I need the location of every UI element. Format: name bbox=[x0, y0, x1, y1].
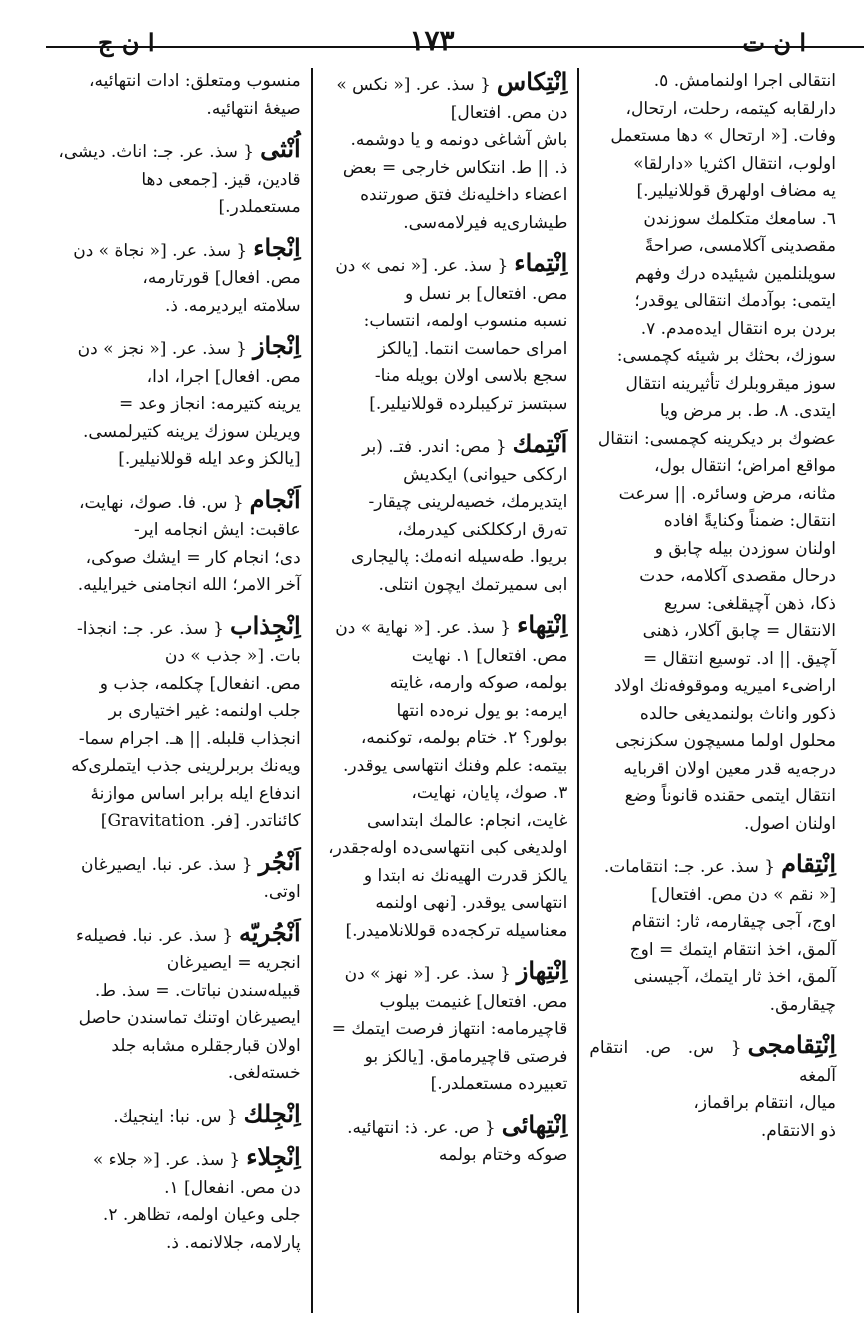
entry-line: اوج، آجی چیقارمه، ثار: انتقام bbox=[631, 912, 836, 932]
entry-headword: اِنْتِهائی bbox=[501, 1109, 568, 1139]
entry-line: عضوك بر دیکرینه کچمسی: انتقال bbox=[597, 428, 836, 449]
dictionary-entry bbox=[323, 430, 568, 599]
dictionary-entry bbox=[56, 919, 301, 1088]
entry-line: آخر الامر؛ الله انجامنی خیرایلیه. bbox=[77, 575, 301, 595]
entry-line: ایتدیرمك، خصیه‌لرینی چیقار- bbox=[368, 492, 568, 512]
entry-line: بیتمه: علم وفنك انتهاسی یوقدر. bbox=[342, 755, 568, 776]
entry-line: اراضیء امیریه وموقوفه‌نك اولاد bbox=[613, 676, 836, 696]
entry-line: { سذ. عر. [« نجز » دن bbox=[77, 339, 247, 359]
entry-line: { س. فا. صوك، نهایت، bbox=[79, 492, 244, 513]
entry-line: { سذ. عر. [« جلاء » bbox=[92, 1150, 241, 1170]
entry-line: دارلقابه کیتمه، رحلت، ارتحال، bbox=[625, 98, 836, 119]
dictionary-entry bbox=[56, 612, 301, 836]
entry-line: بولور؟ ٢. ختام بولمه، توکنمه، bbox=[360, 728, 568, 748]
entry-line: ابی سمیرتمك ایچون انتلی. bbox=[378, 574, 568, 595]
entry-headword: اِنْجاز bbox=[252, 331, 301, 360]
entry-line: ارککی حیوانی) ایکدیش bbox=[403, 464, 568, 485]
dictionary-entry bbox=[589, 850, 836, 1019]
entry-line: منسوب ومتعلق: ادات انتهائیه، bbox=[89, 71, 301, 91]
dictionary-entry bbox=[56, 848, 301, 907]
entry-line: انتقال ایتمی حقنده قانوناً وضع bbox=[624, 786, 836, 806]
entry-line: اولنان اصول. bbox=[743, 813, 836, 834]
entry-line: { س. ص. انتقام آلمغه bbox=[589, 1038, 836, 1086]
entry-line: ذو الانتقام. bbox=[760, 1120, 836, 1141]
entry-line: یرینه کتیرمه: انجاز وعد = bbox=[118, 394, 301, 414]
entry-line: بریوا. طه‌سیله انه‌مك: پالیجاری bbox=[351, 547, 568, 567]
entry-headword: اِنْتِهاء bbox=[517, 610, 568, 639]
entry-line: ٣. صوك، پایان، نهایت، bbox=[411, 783, 568, 803]
entry-headword: اِنْتِقام bbox=[781, 849, 836, 878]
column-right bbox=[579, 68, 846, 1313]
entry-headword: اُنْثی bbox=[260, 134, 301, 163]
page-number: ١٧٣ bbox=[409, 24, 455, 57]
entry-line: ویریلن سوزك یرینه کتیرلمسی. bbox=[83, 421, 301, 442]
entry-line: { مص: اندر. فتـ. (بر bbox=[362, 437, 507, 457]
entry-line: غایت، انجام: عالمك ابتداسی bbox=[366, 810, 568, 831]
entry-line: یه مضاف اولهرق قوللانیلیر.] bbox=[636, 181, 836, 201]
entry-line: بات. [« جذب » دن bbox=[164, 646, 301, 666]
entry-line: اولوب، انتقال اکثریا «دارلقا» bbox=[633, 153, 836, 174]
entry-line: مص. انفعال] چکلمه، جذب و bbox=[99, 673, 301, 694]
entry-line: { سذ. عر. [« نجاة » دن bbox=[73, 240, 248, 261]
entry-line: سویلنلمين شیئیده درك وفهم bbox=[635, 263, 836, 284]
entry-line: ایتمی: بوآدمك انتقالی یوقدر؛ bbox=[634, 291, 836, 311]
entry-line: ویه‌نك بربرلرینی جذب ایتملری‌که bbox=[71, 756, 301, 776]
entry-line: مثانه، مرض وسائره. || سرعت bbox=[618, 483, 836, 504]
column-middle bbox=[313, 68, 580, 1313]
entry-line: یالکز قدرت الهیه‌نك نه ابتدا و bbox=[363, 865, 568, 886]
entry-line: انتهاسی یوقدر. [نهی اولنمه bbox=[375, 893, 568, 913]
header-rule bbox=[46, 46, 864, 48]
entry-line: ایتدی. ٨. ط. بر مرض ویا bbox=[659, 401, 836, 421]
entry-line: دن مص. انفعال] ١. bbox=[164, 1177, 301, 1198]
entry-line: طیشاری‌یه فیرلامه‌سی. bbox=[403, 212, 568, 233]
entry-line: امرای حماست انتما. [یالکز bbox=[377, 338, 568, 359]
entry-line: ایصیرغان اوتنك تماسندن حاصل bbox=[78, 1008, 301, 1028]
dictionary-entry bbox=[323, 249, 568, 418]
entry-line: { سذ. عر. جـ: انجذا- bbox=[77, 618, 224, 639]
dictionary-entry bbox=[56, 1143, 301, 1257]
entry-line: { سذ. عر. [« نهایة » دن bbox=[335, 618, 512, 638]
entry-line: مص. افعال] قورتارمه، bbox=[142, 268, 301, 288]
entry-headword: اَنْتِمك bbox=[512, 429, 568, 458]
left-guide-word: ا ن ج bbox=[98, 28, 155, 57]
entry-line: محلول اولما مسیچون سکزنجی bbox=[615, 731, 836, 751]
dictionary-entry bbox=[323, 1111, 568, 1170]
entry-line: جلی وعیان اولمه، تظاهر. ٢. bbox=[102, 1205, 301, 1225]
dictionary-entry bbox=[589, 1031, 836, 1145]
entry-line: { سذ. عر. جـ: انتقامات. bbox=[603, 857, 776, 877]
entry-headword: اَنْجام bbox=[249, 484, 301, 514]
entry-line: { سذ. عر. [« نكس » bbox=[336, 75, 491, 95]
entry-line: اولنان سوزدن بیله چابق و bbox=[654, 538, 836, 559]
entry-line: میال، انتقام براقماز، bbox=[693, 1093, 836, 1113]
entry-headword: اَنْجُریّه bbox=[239, 917, 301, 947]
entry-line: قاچیرمامه: انتهاز فرصت ایتمك = bbox=[331, 1019, 568, 1039]
entry-line: مص. افعال] اجرا، ادا، bbox=[146, 366, 301, 387]
entry-line: انجذاب قلبله. || هـ. اجرام سما- bbox=[78, 728, 301, 749]
entry-line: درحال مقصدی آکلامه، حدت bbox=[639, 566, 836, 586]
entry-line: مص. افتعال] غنیمت بیلوب bbox=[379, 991, 568, 1012]
entry-line: اندفاع ایله برابر اساس موازنهٔ bbox=[90, 783, 301, 804]
entry-line: { سذ. عر. نبا. فصیله‌ء bbox=[75, 925, 234, 946]
entry-headword: اِنْجِلك bbox=[243, 1098, 301, 1128]
entry-line: مص. افتعال] بر نسل و bbox=[404, 283, 568, 304]
entry-line: کائناتدر. [فر. Gravitation] bbox=[100, 811, 301, 831]
entry-line: سلامته ایردیرمه. ذ. bbox=[165, 295, 301, 316]
entry-line: سوزك، بحثك بر شیئه کچمسی: bbox=[616, 346, 836, 366]
column-left bbox=[46, 68, 313, 1313]
entry-headword: اَنْجُر bbox=[258, 846, 301, 876]
entry-line: اولان قبارجقلره مشابه جلد bbox=[111, 1035, 301, 1056]
entry-line: ته‌رق ارککلکنی کیدرمك، bbox=[397, 519, 568, 540]
dictionary-entry bbox=[56, 135, 301, 222]
entry-line: معناسیله ترکجه‌ده قوللانلامیدر.] bbox=[345, 920, 568, 941]
entry-line: اعضاء داخلیه‌نك فتق صورتنده bbox=[360, 185, 568, 205]
entry-line: تعبیرده مستعملدر.] bbox=[430, 1074, 568, 1094]
entry-line: چیقارمق. bbox=[769, 994, 836, 1015]
dictionary-entry bbox=[56, 68, 301, 123]
entry-line: مقصدینی آکلامسی، صراحةً bbox=[644, 236, 836, 256]
entry-line: مص. افتعال] ١. نهایت bbox=[411, 645, 568, 666]
entry-line: { سذ. عر. نبا. ایصیرغان bbox=[80, 854, 253, 875]
entry-line: انتقال: ضمناً وکنایةً افاده bbox=[663, 511, 836, 531]
dictionary-entry bbox=[589, 68, 836, 838]
entry-line: { سذ. عر. [« نمی » دن bbox=[335, 256, 509, 276]
entry-line: ایرمه: بو یول نره‌ده انتها bbox=[396, 700, 568, 721]
entry-line: آلمق، اخذ انتقام ایتمك = اوج bbox=[629, 939, 836, 960]
entry-line: انتقالی اجرا اولنمامش. ٥. bbox=[653, 71, 836, 91]
entry-line: پارلامه، جلالانمه. ذ. bbox=[165, 1232, 301, 1253]
columns bbox=[46, 68, 846, 1313]
entry-line: مستعملدر.] bbox=[218, 197, 301, 217]
entry-line: سبتسز ترکیبلرده قوللانیلیر.] bbox=[369, 393, 568, 414]
dictionary-entry bbox=[323, 611, 568, 945]
entry-line: عاقبت: ایش انجامه ایر- bbox=[133, 520, 301, 540]
dictionary-entry bbox=[323, 957, 568, 1099]
dictionary-entry bbox=[56, 1100, 301, 1132]
entry-line: آلمق، اخذ ثار ایتمك، آجیسنی bbox=[633, 967, 836, 987]
entry-line: { ص. عر. ذ: انتهائیه. bbox=[347, 1117, 496, 1138]
entry-line: فرصتی قاچیرمامق. [یالکز بو bbox=[364, 1046, 568, 1067]
entry-headword: اِنْتِهاز bbox=[516, 956, 568, 985]
entry-line: { سذ. عر. جـ: اناث. دیشی، bbox=[58, 142, 255, 162]
entry-line: ٦. سامعك متکلمك سوزندن bbox=[643, 208, 836, 229]
entry-line: قبیله‌سندن نباتات. = سذ. ط. bbox=[94, 980, 301, 1001]
entry-headword: اِنْجاء bbox=[253, 232, 301, 262]
entry-line: وفات. [« ارتحال » دها مستعمل bbox=[610, 126, 836, 146]
entry-line: { سذ. عر. [« نهز » دن bbox=[344, 964, 511, 984]
dictionary-entry bbox=[56, 234, 301, 321]
entry-line: صوکه وختام بولمه bbox=[438, 1145, 568, 1165]
entry-line: باش آشاغی دونمه و یا دوشمه. bbox=[350, 130, 568, 150]
right-guide-word: ا ن ت bbox=[742, 28, 806, 57]
dictionary-entry bbox=[323, 68, 568, 237]
entry-line: بولمه، صوکه وارمه، غایته bbox=[389, 673, 568, 693]
entry-line: انجریه = ایصیرغان bbox=[166, 953, 301, 973]
entry-line: [« نقم » دن مص. افتعال] bbox=[651, 884, 836, 905]
entry-line: اولدیغی کبی انتهاسی‌ده اوله‌جقدر، bbox=[328, 838, 568, 858]
dictionary-entry bbox=[56, 332, 301, 474]
entry-headword: اِنْجِلاء bbox=[246, 1142, 301, 1171]
entry-line: بردن بره انتقال ایده‌مدم. ٧. bbox=[640, 318, 836, 339]
entry-line: ذکا، ذهن آچیقلغی: سریع bbox=[663, 593, 836, 614]
entry-line: خسته‌لغی. bbox=[227, 1063, 301, 1083]
entry-headword: اِنْتِماء bbox=[514, 248, 568, 277]
entry-line: قادین، قیز. [جمعی دها bbox=[141, 169, 301, 190]
entry-line: { س. نبا: اینجیك. bbox=[113, 1106, 238, 1127]
page-header bbox=[18, 18, 846, 64]
entry-headword: اِنْجِذاب bbox=[229, 610, 301, 640]
entry-line: نسبه منسوب اولمه، انتساب: bbox=[363, 311, 568, 331]
entry-line: الانتقال = چابق آکلار، ذهنی bbox=[642, 621, 836, 641]
entry-headword: اِنْتِقامجی bbox=[747, 1030, 836, 1059]
entry-line: ذکور واناث بولنمدیغی حالده bbox=[639, 703, 836, 724]
entry-line: آچیق. || اد. توسیع انتقال = bbox=[642, 648, 836, 669]
entry-line: صیغهٔ انتهائیه. bbox=[206, 98, 301, 119]
entry-line: درجه‌یه قدر معین اولان اقربایه bbox=[623, 758, 836, 779]
entry-line: سوز میقروبلرك تأثیرینه انتقال bbox=[625, 373, 836, 394]
dictionary-entry bbox=[56, 486, 301, 600]
entry-line: سجع بلاسی اولان بویله منا- bbox=[374, 366, 568, 386]
entry-line: مواقع امراض؛ انتقال بول، bbox=[654, 456, 836, 476]
entry-headword: اِنْتِكاس bbox=[496, 68, 568, 96]
entry-line: دن مص. افتعال] bbox=[450, 102, 568, 123]
entry-line: اوتی. bbox=[263, 882, 301, 902]
entry-line: دی؛ انجام کار = ایشك صوکی، bbox=[85, 547, 301, 568]
entry-line: [یالکز وعد ایله قوللانیلیر.] bbox=[118, 449, 301, 469]
entry-line: جلب اولنمه: غیر اختیاری بر bbox=[108, 701, 301, 721]
entry-line: ذ. || ط. انتکاس خارجی = بعض bbox=[342, 157, 568, 178]
